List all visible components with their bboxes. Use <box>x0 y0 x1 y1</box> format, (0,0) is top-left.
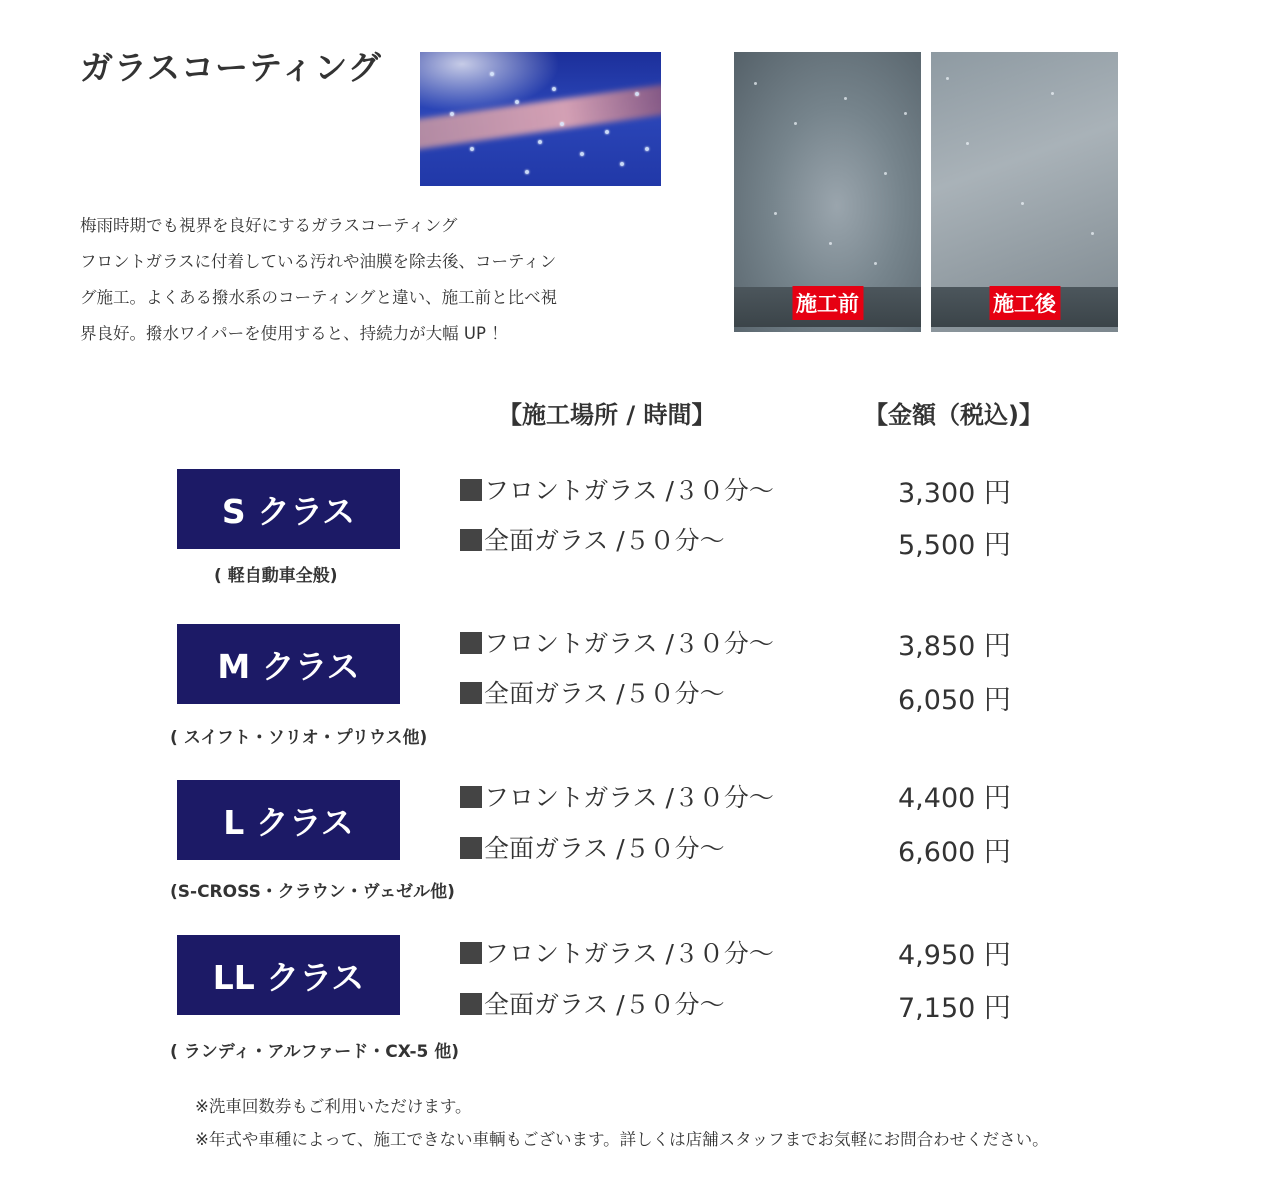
service-front-s: フロントガラス /３０分〜 <box>460 471 774 507</box>
square-bullet-icon <box>460 529 482 551</box>
class-note-ll: ( ランディ・アルファード・CX-5 他) <box>170 1042 460 1062</box>
square-bullet-icon <box>460 682 482 704</box>
price-all-m: 6,050 円 <box>898 685 1011 716</box>
square-bullet-icon <box>460 942 482 964</box>
footer-note: ※洗車回数券もご利用いただけます。 <box>195 1097 472 1116</box>
class-note-m: ( スイフト・ソリオ・プリウス他) <box>170 728 428 748</box>
price-header: 【金額（税込)】 <box>864 401 1043 429</box>
before-label: 施工前 <box>792 286 863 320</box>
class-box-l: L クラス <box>177 780 400 860</box>
before-photo <box>734 52 921 332</box>
service-front-ll: フロントガラス /３０分〜 <box>460 934 774 970</box>
price-front-m: 3,850 円 <box>898 631 1011 662</box>
service-front-l: フロントガラス /３０分〜 <box>460 778 774 814</box>
service-all-l: 全面ガラス /５０分〜 <box>460 829 725 865</box>
after-label: 施工後 <box>989 286 1060 320</box>
price-front-ll: 4,950 円 <box>898 940 1011 971</box>
price-all-l: 6,600 円 <box>898 837 1011 868</box>
service-all-m: 全面ガラス /５０分〜 <box>460 674 725 710</box>
class-box-s: S クラス <box>177 469 400 549</box>
service-all-ll: 全面ガラス /５０分〜 <box>460 985 725 1021</box>
class-box-m: M クラス <box>177 624 400 704</box>
description-line: 界良好。撥水ワイパーを使用すると、持続力が大幅 UP ！ <box>80 324 508 343</box>
class-note-l: (S-CROSS・クラウン・ヴェゼル他) <box>170 882 455 902</box>
description-line: グ施工。よくある撥水系のコーティングと違い、施工前と比べ視 <box>80 288 558 307</box>
footer-note: ※年式や車種によって、施工できない車輌もございます。詳しくは店舗スタッフまでお気軽にお問合わせください。 <box>195 1130 1049 1149</box>
square-bullet-icon <box>460 786 482 808</box>
location-time-header: 【施工場所 / 時間】 <box>498 401 716 429</box>
price-front-s: 3,300 円 <box>898 478 1011 509</box>
description-line: フロントガラスに付着している汚れや油膜を除去後、コーティン <box>80 252 557 271</box>
description-line: 梅雨時期でも視界を良好にするガラスコーティング <box>80 216 458 235</box>
service-front-m: フロントガラス /３０分〜 <box>460 624 774 660</box>
page-title: ガラスコーティング <box>80 48 382 87</box>
after-photo <box>931 52 1118 332</box>
description <box>80 208 670 352</box>
class-box-ll: LL クラス <box>177 935 400 1015</box>
square-bullet-icon <box>460 993 482 1015</box>
class-note-s: ( 軽自動車全般) <box>214 566 338 586</box>
square-bullet-icon <box>460 837 482 859</box>
price-all-ll: 7,150 円 <box>898 993 1011 1024</box>
square-bullet-icon <box>460 479 482 501</box>
price-all-s: 5,500 円 <box>898 530 1011 561</box>
square-bullet-icon <box>460 632 482 654</box>
price-front-l: 4,400 円 <box>898 783 1011 814</box>
water-drops-photo <box>420 52 661 186</box>
service-all-s: 全面ガラス /５０分〜 <box>460 521 725 557</box>
